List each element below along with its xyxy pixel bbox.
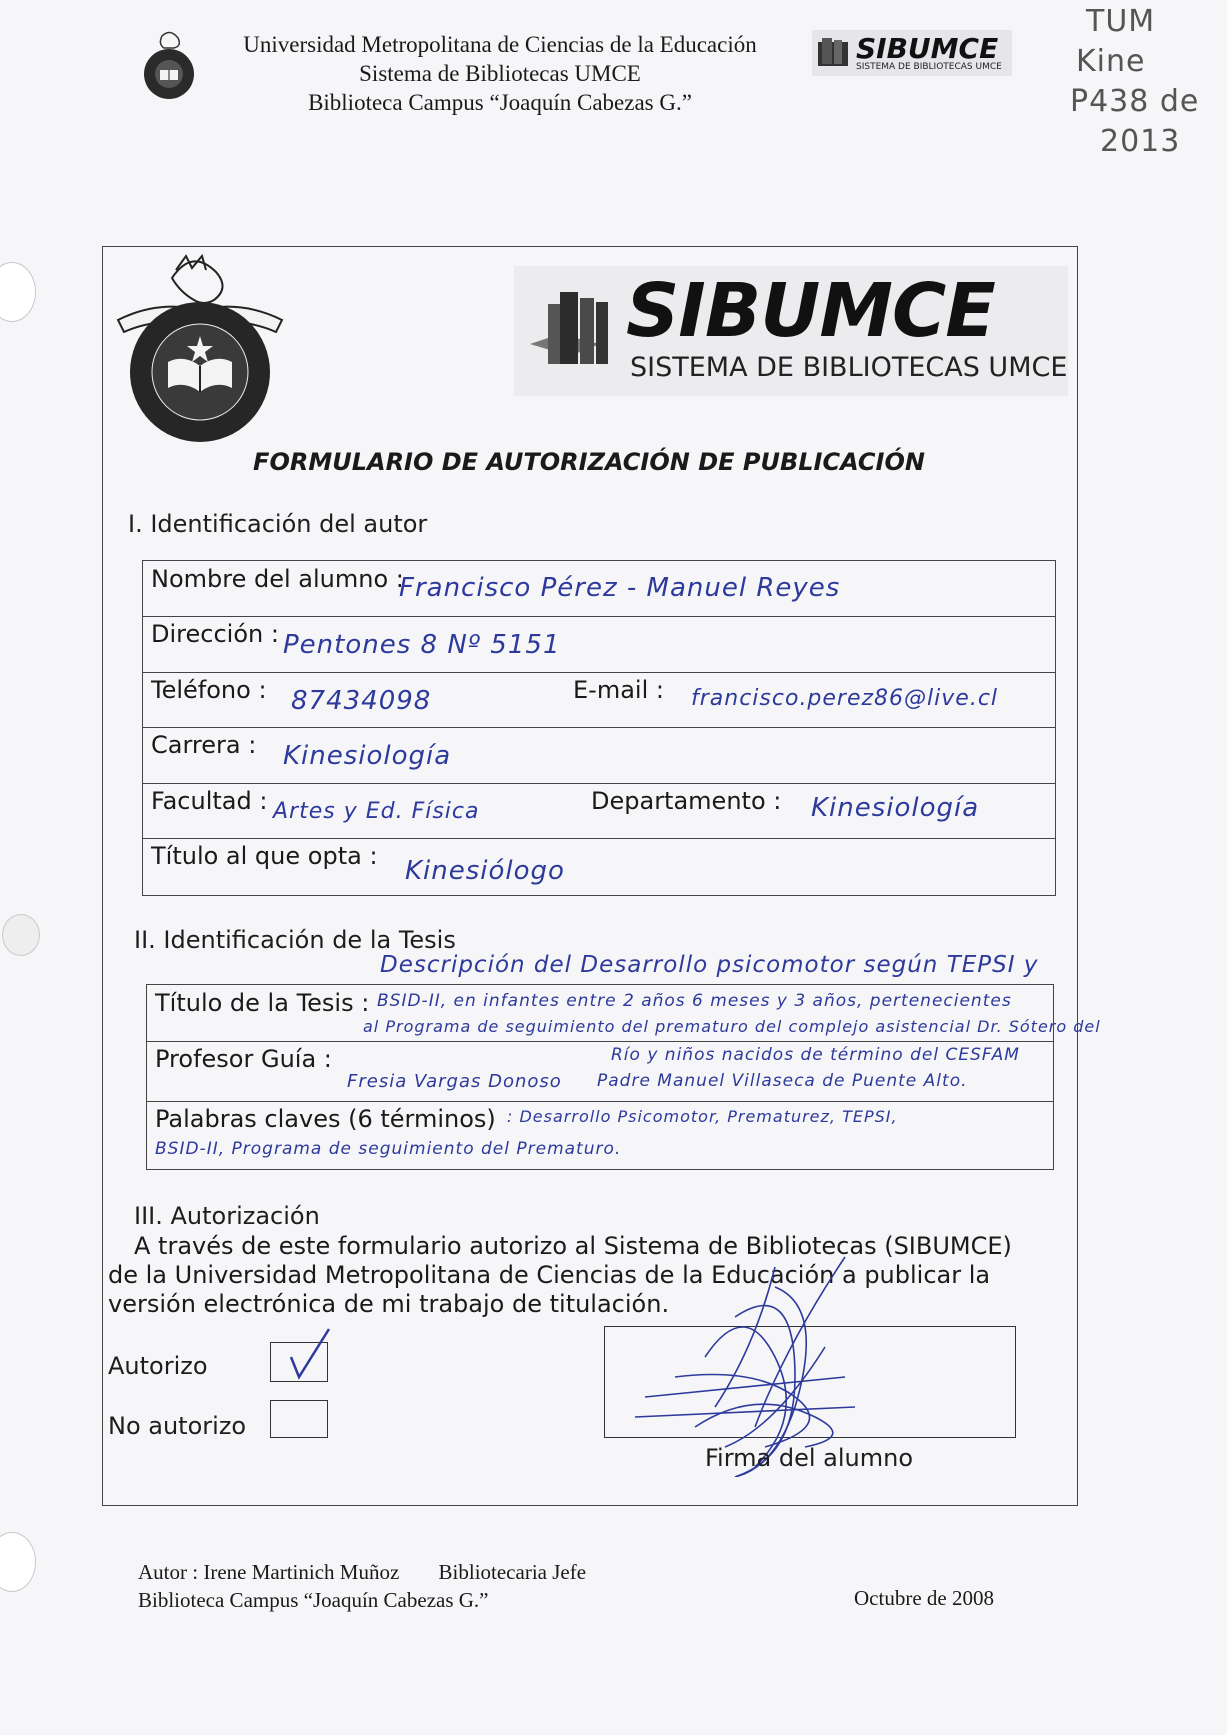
punch-hole [2, 914, 40, 956]
punch-hole [0, 262, 36, 322]
tesis-title-line-4: Padre Manuel Villaseca de Puente Alto. [597, 1071, 968, 1091]
section-3-heading: III. Autorización [134, 1202, 320, 1230]
table-row [147, 1041, 1053, 1102]
footer-cargo: Bibliotecaria Jefe [438, 1560, 587, 1584]
telefono-value: 87434098 [291, 686, 432, 716]
nombre-label: Nombre del alumno : [151, 565, 404, 593]
carrera-value: Kinesiología [283, 741, 452, 771]
check-mark-icon [291, 1329, 329, 1377]
tesis-title-line-2: al Programa de seguimiento del prematuro del complejo asistencial Dr. Sótero del [363, 1017, 1101, 1036]
section-1-heading: I. Identificación del autor [128, 510, 428, 538]
table-row [143, 783, 1055, 839]
departamento-value: Kinesiología [811, 793, 980, 823]
tesis-title-line-0: Descripción del Desarrollo psicomotor según TEPSI y [380, 952, 1039, 978]
header-system: Sistema de Bibliotecas UMCE [359, 61, 641, 86]
section-2-heading: II. Identificación de la Tesis [134, 926, 456, 954]
margin-note-line: Kine [1076, 44, 1146, 79]
table-row [147, 1101, 1053, 1169]
thesis-table [146, 984, 1101, 1170]
palabras-value-line-1: : Desarrollo Psicomotor, Prematurez, TEPSI, [507, 1107, 898, 1126]
tesis-label: Título de la Tesis : [155, 989, 370, 1017]
footer-fecha: Octubre de 2008 [854, 1586, 994, 1610]
profesor-label: Profesor Guía : [155, 1045, 332, 1073]
direccion-value: Pentones 8 Nº 5151 [283, 630, 561, 660]
header-sibumce-logo [812, 30, 1012, 76]
table-row [147, 985, 1101, 1042]
header-logo-text: SIBUMCE [856, 32, 999, 65]
table-row [143, 727, 1055, 784]
university-seal-logo [112, 248, 288, 444]
tesis-title-line-1: BSID-II, en infantes entre 2 años 6 meses y 3 años, pertenecientes [377, 991, 1012, 1011]
telefono-label: Teléfono : [151, 676, 267, 704]
header-campus: Biblioteca Campus “Joaquín Cabezas G.” [308, 90, 692, 115]
carrera-label: Carrera : [151, 731, 257, 759]
nombre-value: Francisco Pérez - Manuel Reyes [399, 573, 841, 603]
titulo-label: Título al que opta : [151, 842, 378, 870]
header-seal-logo [138, 30, 200, 102]
header-logo-sub: SISTEMA DE BIBLIOTECAS UMCE [856, 62, 1002, 72]
facultad-value: Artes y Ed. Física [273, 799, 480, 824]
email-value: francisco.perez86@live.cl [691, 686, 999, 711]
table-row [143, 838, 1055, 895]
table-row [143, 561, 1055, 617]
authorization-text-line: de la Universidad Metropolitana de Ciencias de la Educación a publicar la [108, 1261, 991, 1289]
no-autorizo-checkbox[interactable] [270, 1400, 328, 1438]
margin-note-line: 2013 [1100, 124, 1181, 159]
facultad-label: Facultad : [151, 787, 268, 815]
signature-box[interactable] [604, 1326, 1016, 1438]
sibumce-logo-sub: SISTEMA DE BIBLIOTECAS UMCE [630, 352, 1068, 383]
sibumce-logo-text: SIBUMCE [626, 268, 995, 354]
autorizo-checkbox[interactable] [270, 1342, 328, 1382]
authorization-text-line: versión electrónica de mi trabajo de titulación. [108, 1290, 670, 1318]
table-row [143, 672, 1055, 728]
signature-scribble [615, 1247, 1015, 1477]
authorization-text-line: A través de este formulario autorizo al Sistema de Bibliotecas (SIBUMCE) [134, 1232, 1012, 1260]
table-row [143, 616, 1055, 673]
direccion-label: Dirección : [151, 620, 279, 648]
email-label: E-mail : [573, 676, 664, 704]
profesor-value: Fresia Vargas Donoso [347, 1071, 562, 1092]
autorizo-label: Autorizo [108, 1352, 208, 1380]
footer-campus: Biblioteca Campus “Joaquín Cabezas G.” [138, 1588, 489, 1612]
palabras-value-line-2: BSID-II, Programa de seguimiento del Prematuro. [155, 1139, 622, 1159]
footer-autor: Autor : Irene Martinich Muñoz [138, 1560, 400, 1584]
firma-label: Firma del alumno [704, 1444, 914, 1472]
no-autorizo-label: No autorizo [108, 1412, 247, 1440]
form-title: FORMULARIO DE AUTORIZACIÓN DE PUBLICACIÓN [253, 448, 925, 476]
punch-hole [0, 1532, 36, 1592]
tesis-title-line-3: Río y niños nacidos de término del CESFAM [611, 1045, 1020, 1065]
palabras-label: Palabras claves (6 términos) [155, 1105, 496, 1133]
margin-note-line: TUM [1086, 4, 1156, 39]
sibumce-logo [514, 266, 1068, 396]
author-table [142, 560, 1056, 896]
departamento-label: Departamento : [591, 787, 782, 815]
titulo-value: Kinesiólogo [405, 856, 565, 886]
header-university: Universidad Metropolitana de Ciencias de la Educación [243, 32, 757, 57]
margin-note-line: P438 de [1070, 84, 1200, 119]
